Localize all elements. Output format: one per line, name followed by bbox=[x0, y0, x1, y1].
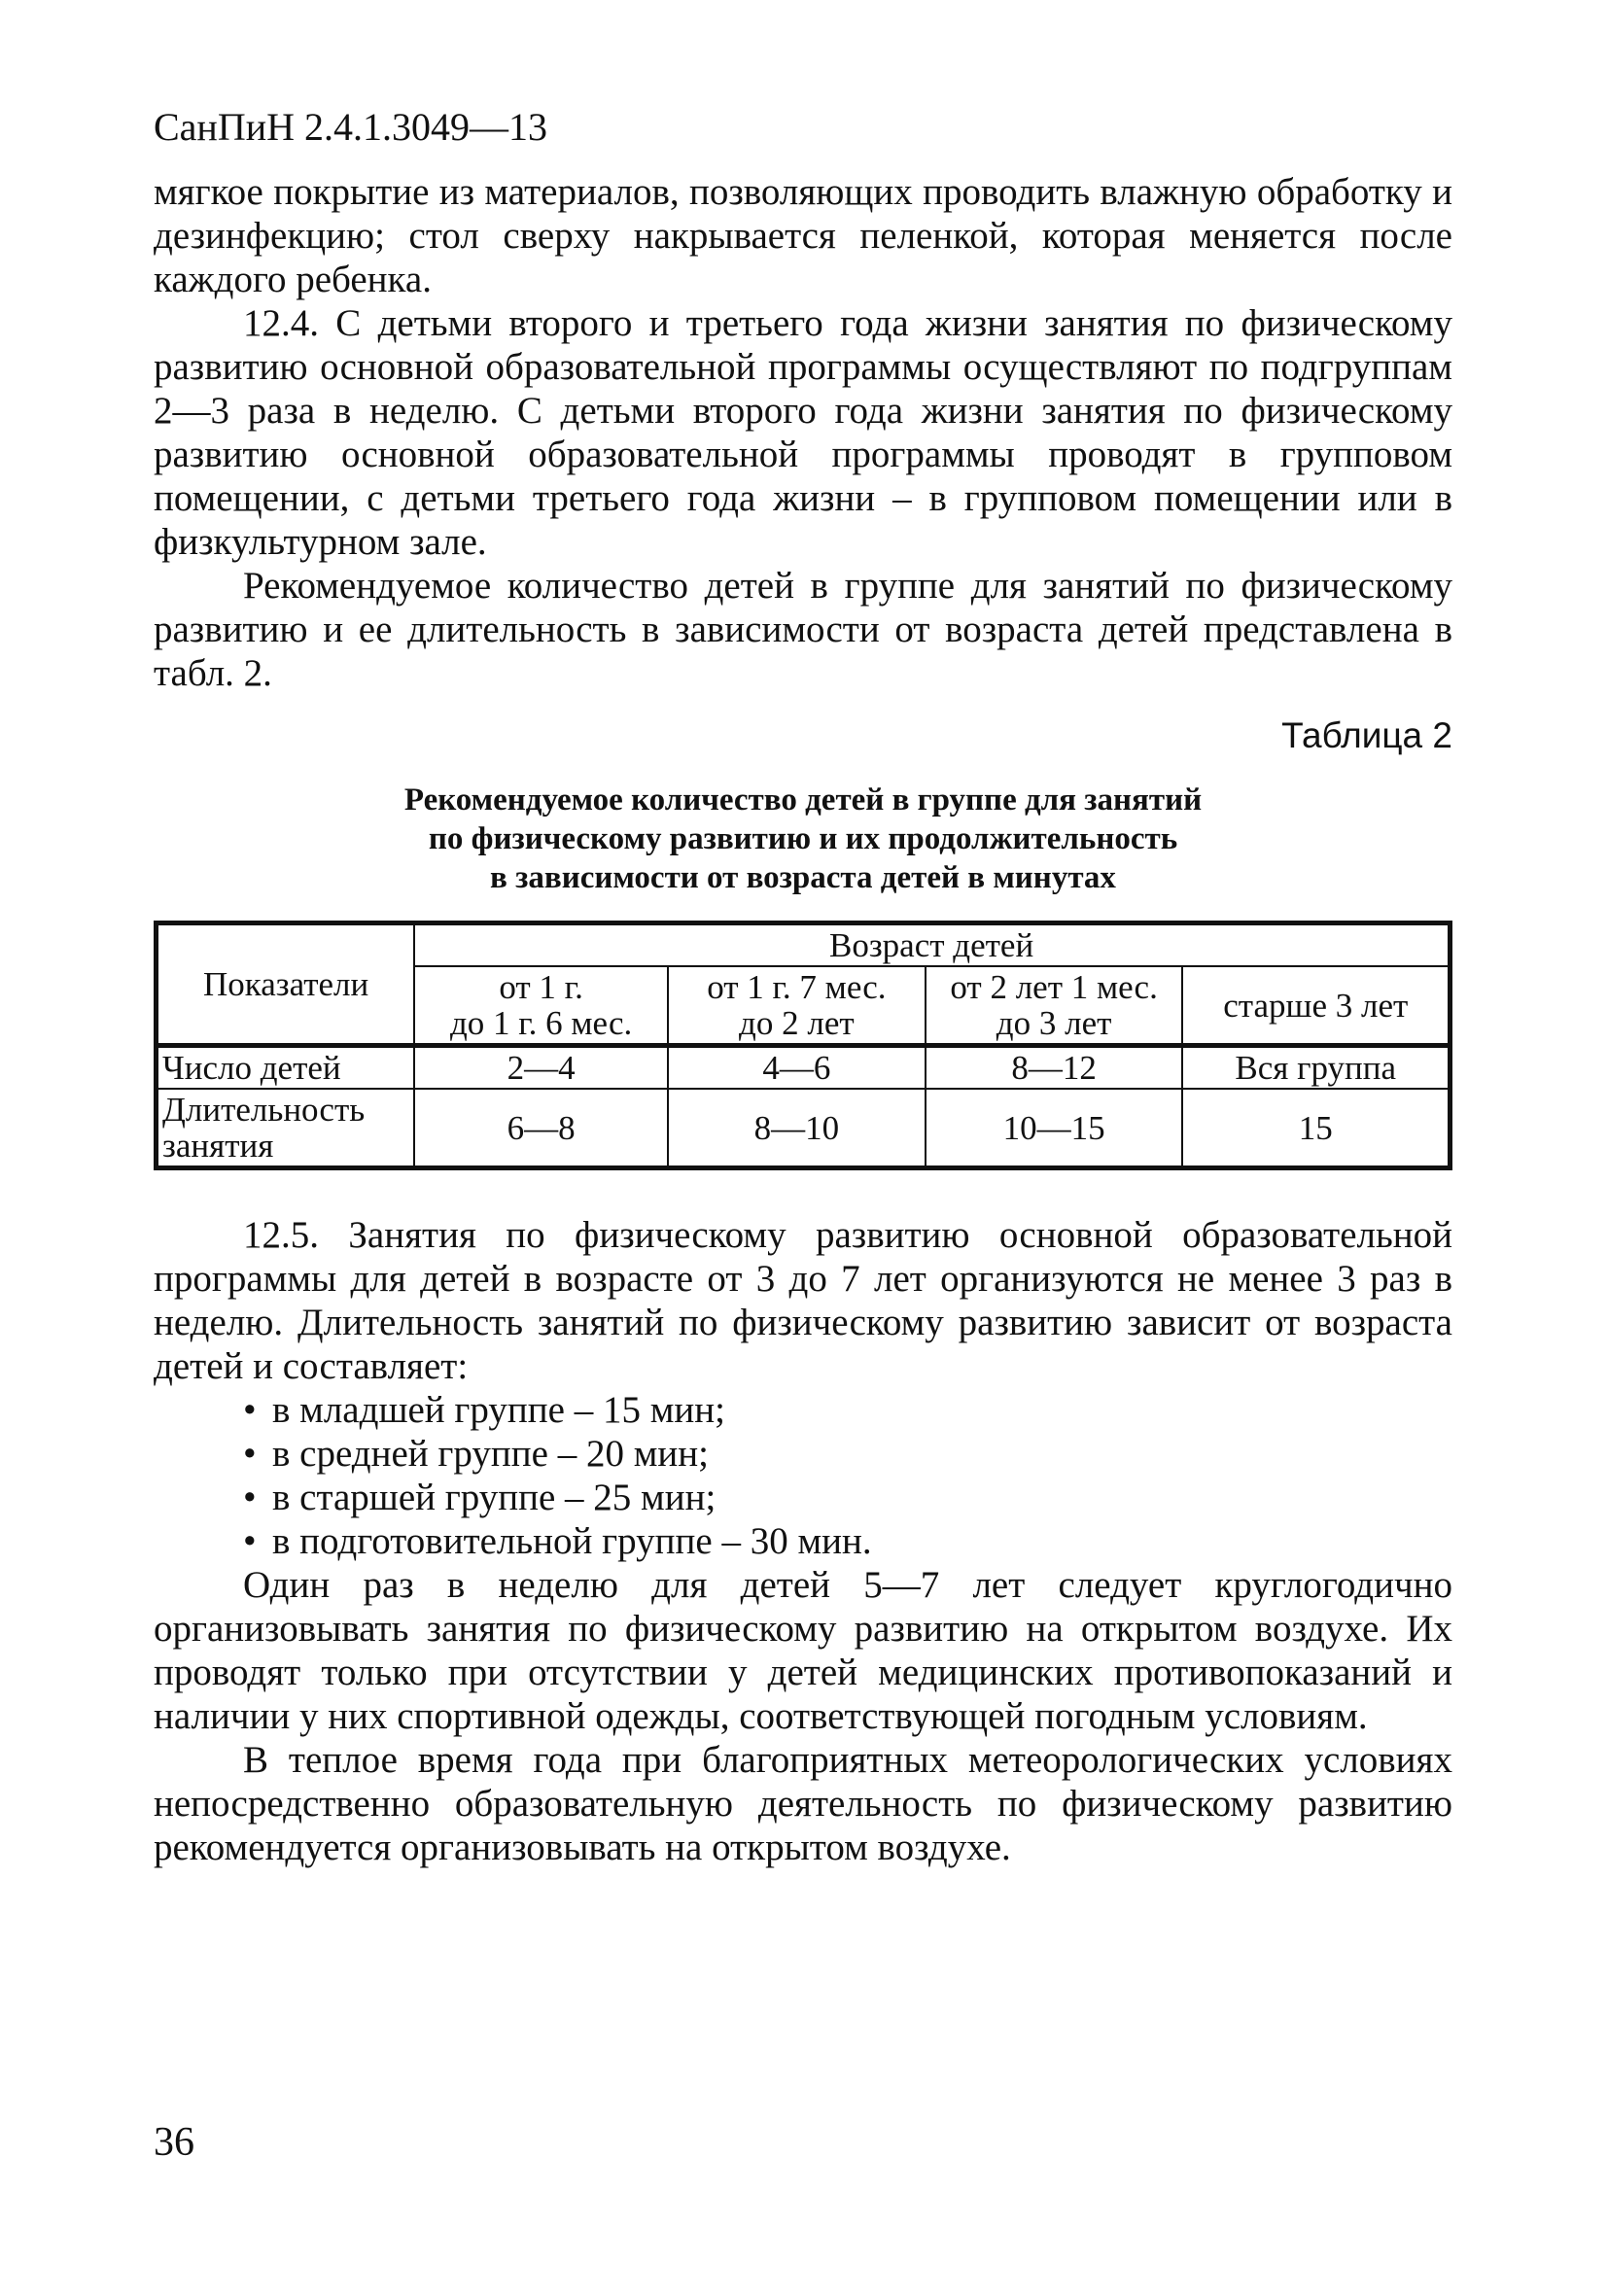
table-row bbox=[157, 1046, 1451, 1090]
children-count-table bbox=[154, 921, 1452, 1170]
document-page bbox=[154, 102, 1452, 1869]
row-label-line: Длительность bbox=[162, 1091, 366, 1129]
table-cell: 15 bbox=[1182, 1089, 1450, 1168]
table-caption-line: в зависимости от возраста детей в минутах bbox=[490, 860, 1116, 895]
bullet-icon: • bbox=[243, 1433, 257, 1475]
paragraph-12-5: 12.5. Занятия по физическому развитию основной образовательной программы для детей в возрасте от 3 до 7 лет организуются не менее 3 раз в неделю. Длительность занятий по физическому развитию зависит от возраста детей и составляет: bbox=[154, 1214, 1452, 1387]
list-item bbox=[243, 1388, 1452, 1432]
list-item bbox=[243, 1476, 1452, 1519]
age-group-line: до 3 лет bbox=[996, 1004, 1112, 1042]
age-group-line: от 1 г. bbox=[499, 968, 583, 1006]
age-group-line: старше 3 лет bbox=[1223, 986, 1409, 1025]
table-cell: 6—8 bbox=[414, 1089, 668, 1168]
table-cell: 2—4 bbox=[414, 1046, 668, 1090]
paragraph-recommended-count: Рекомендуемое количество детей в группе для занятий по физическому развитию и ее длительность в зависимости от возраста детей представлена в табл. 2. bbox=[154, 565, 1452, 694]
table-cell: Вся группа bbox=[1182, 1046, 1450, 1090]
table-caption bbox=[154, 781, 1452, 897]
duration-list bbox=[154, 1388, 1452, 1563]
table-row bbox=[157, 1089, 1451, 1168]
table-label: Таблица 2 bbox=[1281, 715, 1452, 755]
list-item-text: в средней группе – 20 мин; bbox=[272, 1433, 709, 1475]
table-caption-line: Рекомендуемое количество детей в группе для занятий bbox=[403, 783, 1203, 818]
list-item-text: в старшей группе – 25 мин; bbox=[272, 1477, 717, 1518]
list-item bbox=[243, 1519, 1452, 1563]
page-number: 36 bbox=[154, 2120, 194, 2165]
bullet-icon: • bbox=[243, 1477, 257, 1518]
age-group-cell bbox=[414, 966, 668, 1046]
paragraph-warm-season: В теплое время года при благоприятных метеорологических условиях непосредственно образовательную деятельность по физическому развитию рекомендуется организовывать на открытом воздухе. bbox=[154, 1739, 1452, 1868]
age-group-line: до 2 лет bbox=[739, 1004, 855, 1042]
header-indicators: Показатели bbox=[157, 923, 415, 1046]
bullet-icon: • bbox=[243, 1520, 257, 1562]
age-group-cell bbox=[668, 966, 926, 1046]
table-cell: 8—10 bbox=[668, 1089, 926, 1168]
age-group-line: от 1 г. 7 мес. bbox=[707, 968, 887, 1006]
row-label-line: занятия bbox=[162, 1127, 274, 1165]
age-group-line: от 2 лет 1 мес. bbox=[950, 968, 1158, 1006]
paragraph-outdoor-weekly: Один раз в неделю для детей 5—7 лет следует круглогодично организовывать занятия по физическому развитию на открытом воздухе. Их проводят только при отсутствии у детей медицинских противопоказаний и наличии у них спортивной одежды, соответствующей погодным условиям. bbox=[154, 1564, 1452, 1737]
paragraph-12-4: 12.4. С детьми второго и третьего года жизни занятия по физическому развитию основной образовательной программы осуществляют по подгруппам 2—3 раза в неделю. С детьми второго года жизни занятия по физическому развитию основной образовательной программы проводят в групповом помещении, с детьми третьего года жизни – в групповом помещении или в физкультурном зале. bbox=[154, 302, 1452, 563]
row-label: Число детей bbox=[157, 1046, 415, 1090]
document-code-header: СанПиН 2.4.1.3049—13 bbox=[154, 105, 548, 149]
table-cell: 4—6 bbox=[668, 1046, 926, 1090]
age-group-cell bbox=[926, 966, 1183, 1046]
list-item bbox=[243, 1432, 1452, 1476]
header-age: Возраст детей bbox=[414, 923, 1450, 967]
row-label bbox=[157, 1089, 415, 1168]
age-group-cell bbox=[1182, 966, 1450, 1046]
table-caption-line: по физическому развитию и их продолжительность bbox=[428, 821, 1178, 856]
paragraph-continuation: мягкое покрытие из материалов, позволяющих проводить влажную обработку и дезинфекцию; стол сверху накрывается пеленкой, которая меняется после каждого ребенка. bbox=[154, 171, 1452, 300]
table-cell: 8—12 bbox=[926, 1046, 1183, 1090]
age-group-line: до 1 г. 6 мес. bbox=[449, 1004, 633, 1042]
table-header-row bbox=[157, 923, 1451, 967]
list-item-text: в младшей группе – 15 мин; bbox=[272, 1389, 725, 1431]
bullet-icon: • bbox=[243, 1389, 257, 1431]
table-cell: 10—15 bbox=[926, 1089, 1183, 1168]
list-item-text: в подготовительной группе – 30 мин. bbox=[272, 1520, 872, 1562]
